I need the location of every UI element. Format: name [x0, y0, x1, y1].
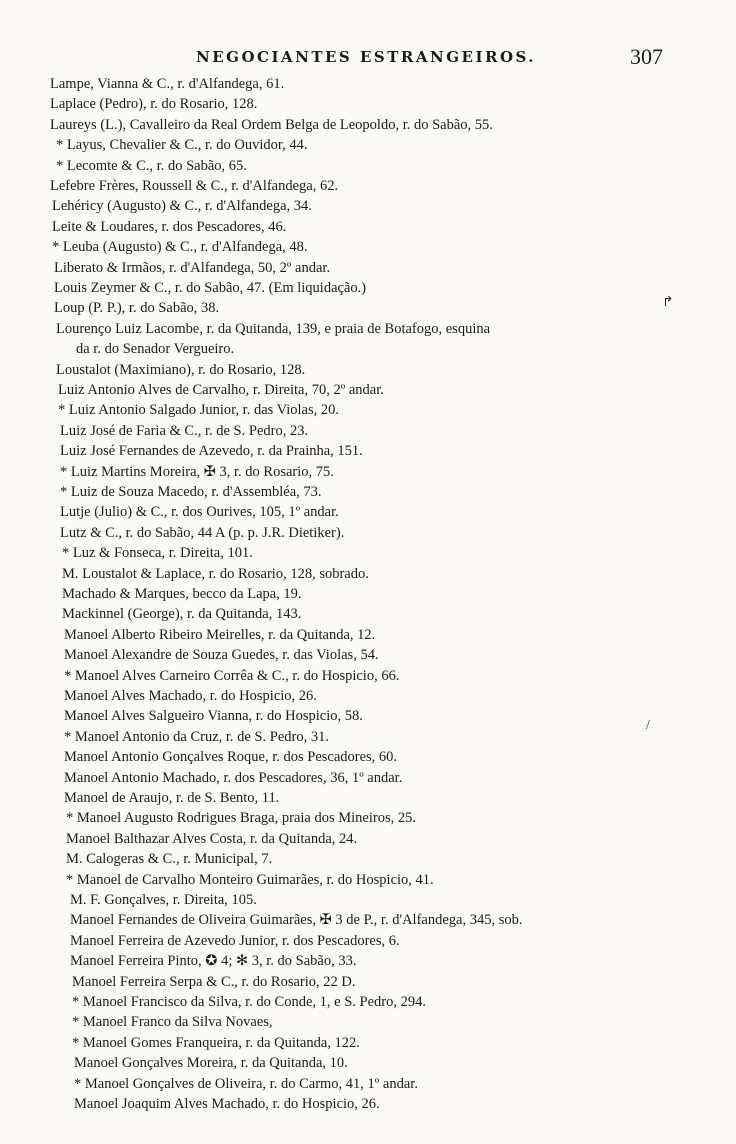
page-number: 307	[630, 44, 663, 69]
directory-entry: * Manoel Gomes Franqueira, r. da Quitanda, 122.	[72, 1034, 360, 1051]
directory-entry: Mackinnel (George), r. da Quitanda, 143.	[62, 606, 302, 623]
directory-entry: Manoel Alexandre de Souza Guedes, r. das Violas, 54.	[64, 647, 379, 664]
directory-entry: Lutje (Julio) & C., r. dos Ourives, 105, 1º andar.	[60, 504, 339, 521]
directory-entry: Manoel Antonio Machado, r. dos Pescadores, 36, 1º andar.	[64, 769, 403, 786]
directory-entry: Manoel Balthazar Alves Costa, r. da Quitanda, 24.	[66, 830, 358, 847]
directory-entry: * Leuba (Augusto) & C., r. d'Alfandega, 48.	[52, 239, 308, 256]
directory-entry: * Manoel de Carvalho Monteiro Guimarães, r. do Hospicio, 41.	[66, 871, 434, 888]
directory-entry: * Layus, Chevalier & C., r. do Ouvidor, 44.	[56, 137, 308, 154]
directory-entry: Luiz José Fernandes de Azevedo, r. da Prainha, 151.	[60, 443, 363, 460]
directory-entry: * Manoel Alves Carneiro Corrêa & C., r. do Hospicio, 66.	[64, 667, 400, 684]
directory-entry: Loup (P. P.), r. do Sabão, 38.	[54, 300, 220, 317]
directory-entry: * Luz & Fonseca, r. Direita, 101.	[62, 545, 253, 562]
directory-entry: Laureys (L.), Cavalleiro da Real Ordem Belga de Leopoldo, r. do Sabão, 55.	[50, 116, 493, 133]
directory-entry: * Lecomte & C., r. do Sabão, 65.	[56, 157, 247, 174]
page-title: NEGOCIANTES ESTRANGEIROS.	[196, 48, 537, 66]
directory-entry: Lehéricy (Augusto) & C., r. d'Alfandega, 34.	[52, 198, 312, 215]
directory-entry: Laplace (Pedro), r. do Rosario, 128.	[50, 96, 258, 113]
directory-entry: Louis Zeymer & C., r. do Sabão, 47. (Em liquidação.)	[54, 280, 367, 296]
directory-entry: Manoel de Araujo, r. de S. Bento, 11.	[64, 790, 280, 806]
directory-entry: Manoel Ferreira Serpa & C., r. do Rosario, 22 D.	[72, 973, 356, 990]
directory-entry: Lampe, Vianna & C., r. d'Alfandega, 61.	[50, 76, 285, 92]
directory-entry: Manoel Fernandes de Oliveira Guimarães, ✠ 3 de P., r. d'Alfandega, 345, sob.	[70, 912, 523, 929]
directory-entry: Manoel Alves Salgueiro Vianna, r. do Hospicio, 58.	[64, 708, 363, 725]
directory-entry: Manoel Ferreira de Azevedo Junior, r. dos Pescadores, 6.	[70, 932, 400, 949]
directory-entry: * Manoel Franco da Silva Novaes,	[72, 1014, 273, 1031]
directory-entry: M. Loustalot & Laplace, r. do Rosario, 128, sobrado.	[62, 565, 369, 582]
directory-entry: * Manoel Augusto Rodrigues Braga, praia dos Mineiros, 25.	[66, 810, 416, 827]
directory-entry: Lutz & C., r. do Sabão, 44 A (p. p. J.R. Dietiker).	[60, 524, 345, 541]
directory-entry: * Manoel Antonio da Cruz, r. de S. Pedro, 31.	[64, 728, 330, 745]
directory-entry: da r. do Senador Vergueiro.	[76, 341, 235, 358]
directory-entry: Luiz Antonio Alves de Carvalho, r. Direita, 70, 2º andar.	[58, 382, 384, 398]
directory-entry: Manoel Alberto Ribeiro Meirelles, r. da Quitanda, 12.	[64, 626, 376, 643]
directory-entry: * Manoel Francisco da Silva, r. do Conde, 1, e S. Pedro, 294.	[72, 994, 426, 1010]
directory-entry: Machado & Marques, becco da Lapa, 19.	[62, 586, 302, 602]
directory-entry: * Manoel Gonçalves de Oliveira, r. do Carmo, 41, 1º andar.	[74, 1075, 418, 1092]
directory-entry: Luiz José de Faria & C., r. de S. Pedro, 23.	[60, 422, 309, 439]
directory-entry: Leite & Loudares, r. dos Pescadores, 46.	[52, 218, 287, 235]
directory-entry: M. F. Gonçalves, r. Direita, 105.	[70, 892, 257, 908]
directory-entry: * Luiz Antonio Salgado Junior, r. das Violas, 20.	[58, 402, 340, 419]
directory-entry: Manoel Antonio Gonçalves Roque, r. dos Pescadores, 60.	[64, 749, 398, 766]
directory-entry: * Luiz Martins Moreira, ✠ 3, r. do Rosario, 75.	[60, 463, 334, 480]
directory-entry: Lefebre Frères, Roussell & C., r. d'Alfandega, 62.	[50, 178, 339, 194]
directory-entry: Manoel Alves Machado, r. do Hospicio, 26.	[64, 688, 317, 704]
directory-entry: Liberato & Irmãos, r. d'Alfandega, 50, 2º andar.	[54, 259, 331, 276]
margin-mark: /	[646, 718, 650, 733]
directory-entry: Manoel Joaquim Alves Machado, r. do Hospicio, 26.	[74, 1096, 380, 1112]
page-header	[0, 44, 736, 78]
directory-entry: * Luiz de Souza Macedo, r. d'Assembléa, 73.	[60, 484, 322, 500]
directory-entry: Manoel Gonçalves Moreira, r. da Quitanda, 10.	[74, 1055, 348, 1072]
directory-entry: M. Calogeras & C., r. Municipal, 7.	[66, 851, 273, 868]
directory-entry: Manoel Ferreira Pinto, ✪ 4; ✻ 3, r. do Sabão, 33.	[70, 953, 357, 970]
directory-entry: Loustalot (Maximiano), r. do Rosario, 128.	[56, 361, 306, 378]
directory-entry: Lourenço Luiz Lacombe, r. da Quitanda, 139, e praia de Botafogo, esquina	[56, 320, 491, 337]
margin-mark: ↱	[662, 295, 674, 310]
